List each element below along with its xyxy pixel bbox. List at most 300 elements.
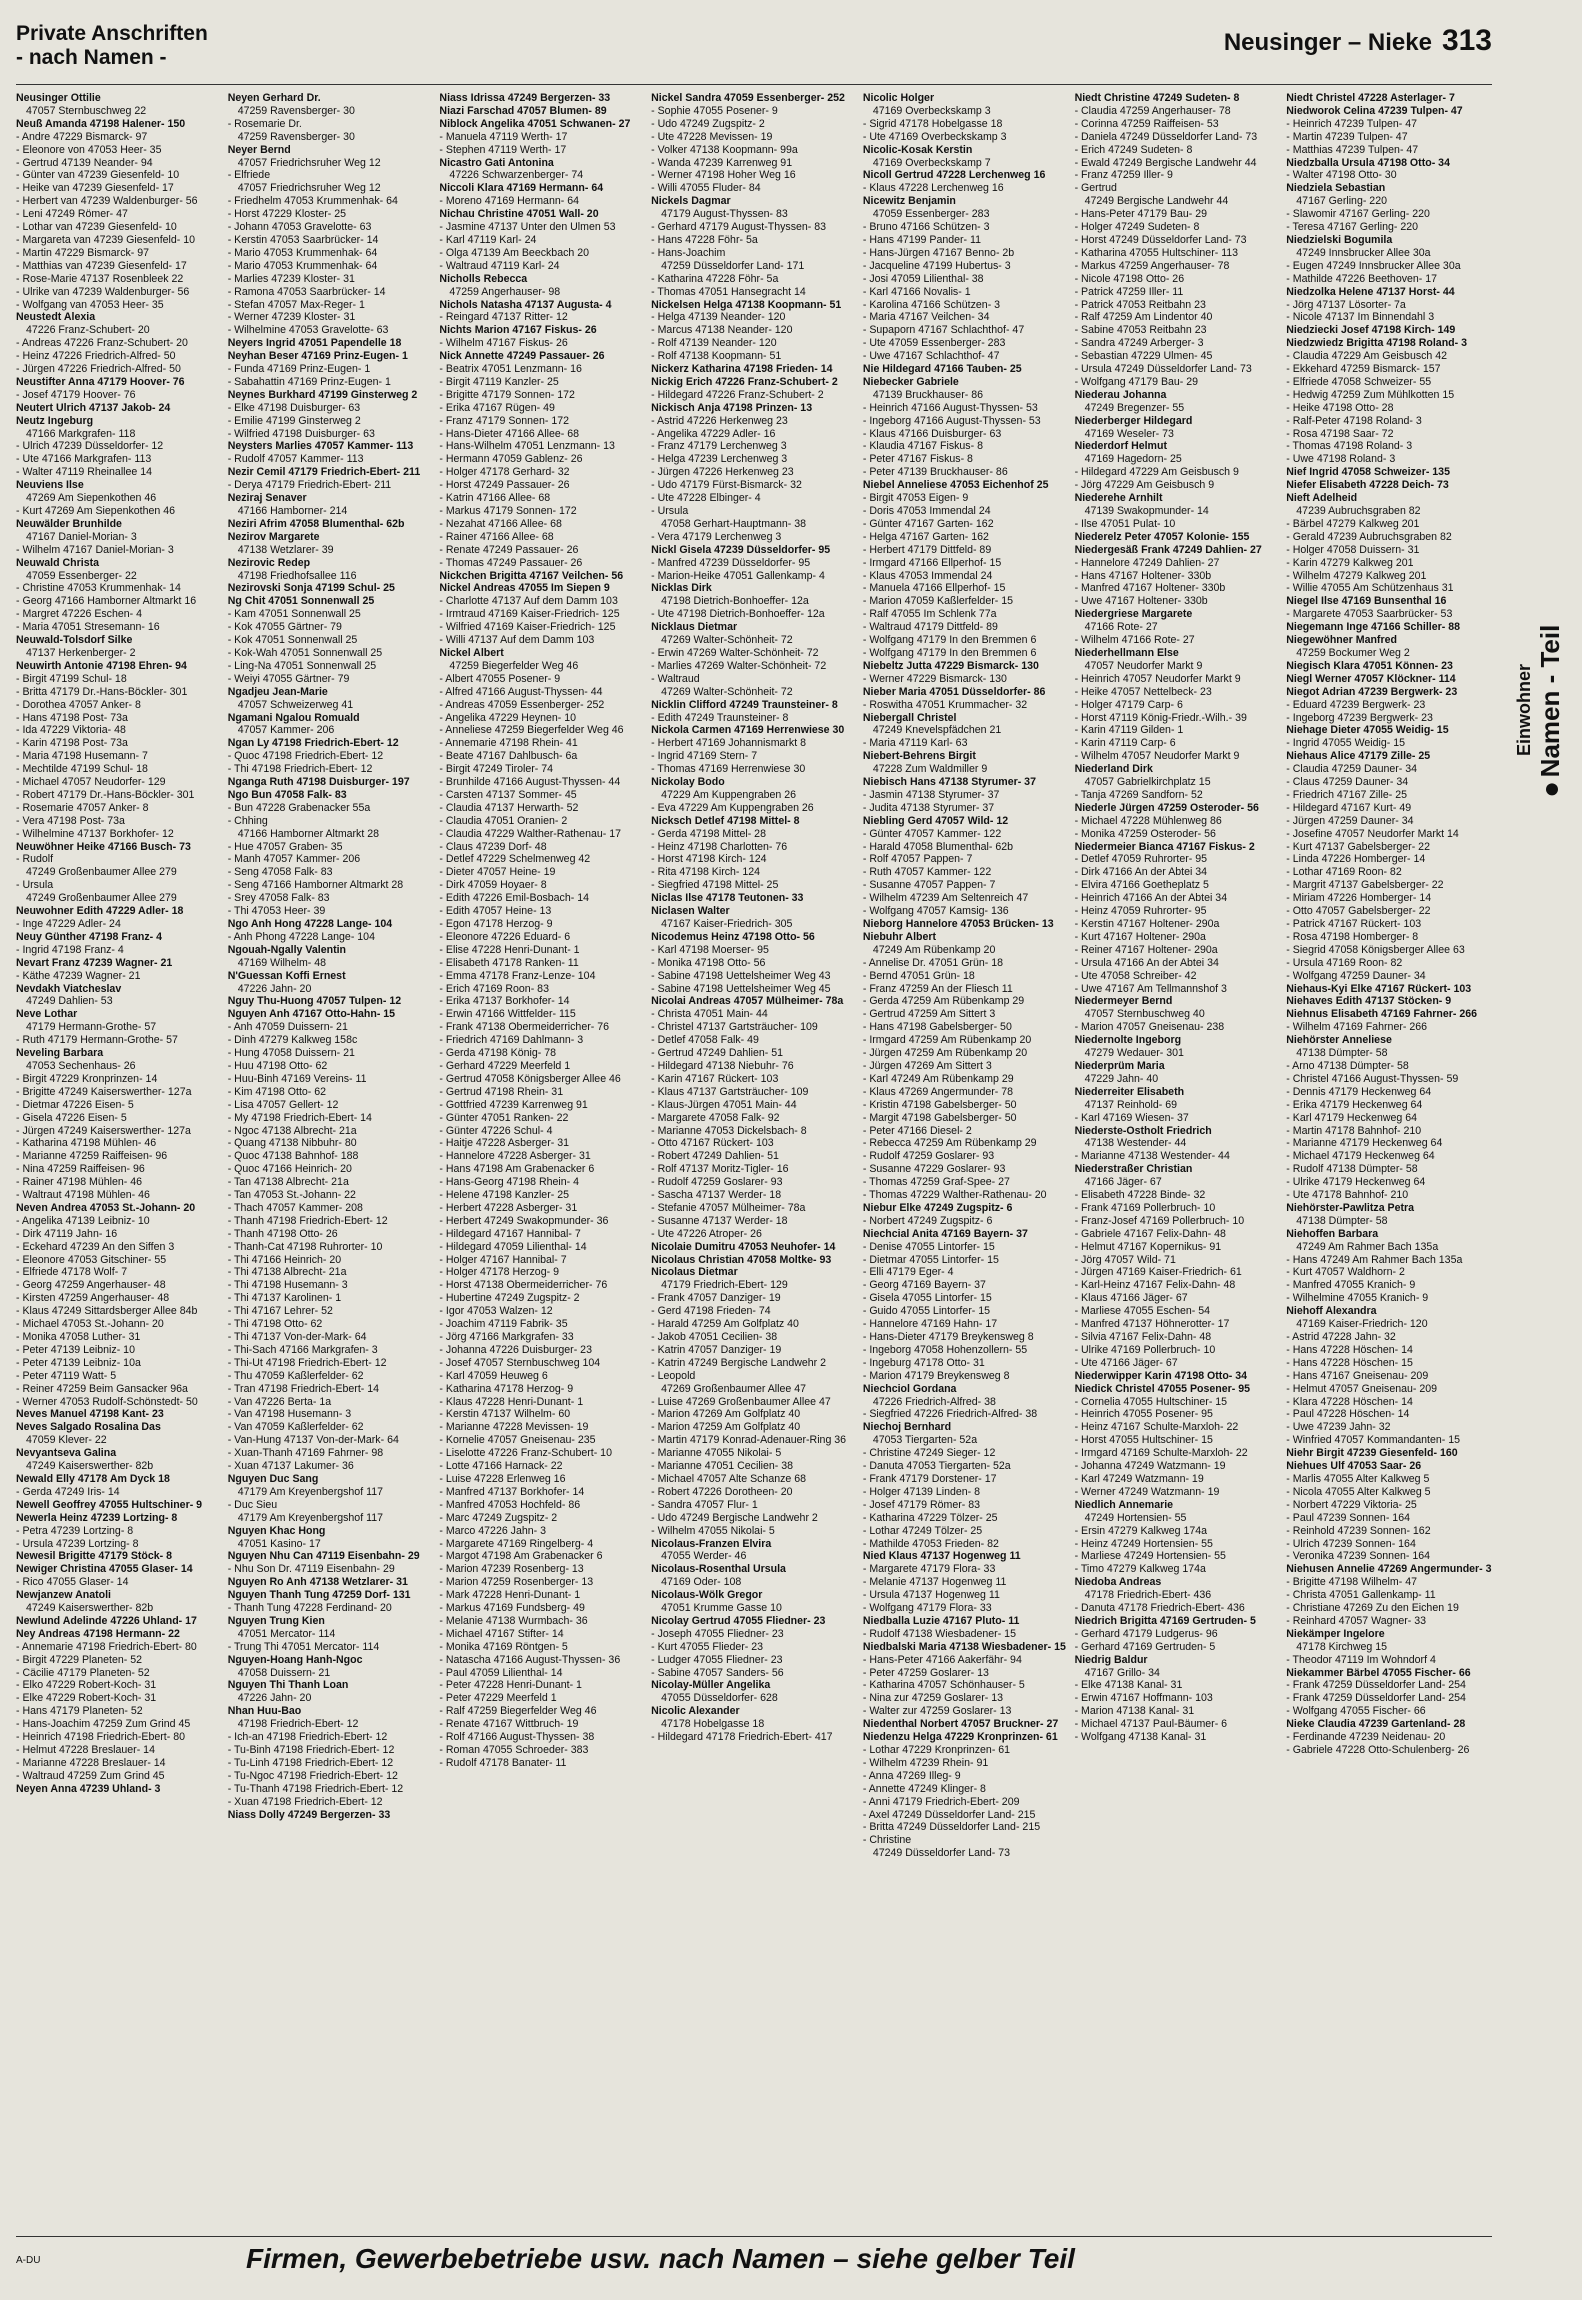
surname-entry: Neusinger Ottilie — [16, 92, 101, 104]
surname-entry: Niebisch Hans 47138 Styrumer- 37 — [862, 776, 1036, 789]
listing-entry: - Tu-Thanh 47198 Friedrich-Ebert- 12 — [227, 1782, 404, 1795]
listing-entry: - Dirk 47119 Jahn- 16 — [16, 1227, 118, 1240]
listing-entry: - Erika 47137 Borkhofer- 14 — [439, 995, 570, 1008]
surname-entry: Nickola Carmen 47169 Herrenwiese 30 — [651, 724, 845, 737]
listing-entry: - Sascha 47137 Werder- 18 — [651, 1189, 782, 1202]
surname-entry: Niedrich Brigitta 47169 Gertruden- 5 — [1074, 1614, 1256, 1627]
listing-entry: 47057 Sternbuschweg 22 — [26, 104, 147, 117]
surname-entry: Nguyen Thanh Tung 47259 Dorf- 131 — [227, 1589, 411, 1602]
surname-entry: Nickerz Katharina 47198 Frieden- 14 — [651, 363, 833, 376]
listing-entry: - Maria 47051 Stresemann- 16 — [16, 621, 160, 634]
surname-entry: Neven Andrea 47053 St.-Johann- 20 — [16, 1201, 196, 1214]
listing-entry: - Hans 47198 Am Grabenacker 6 — [439, 1163, 595, 1176]
listing-entry: 47139 Bruckhauser- 86 — [872, 388, 983, 401]
directory-columns — [16, 92, 1492, 2222]
listing-entry: - Arno 47138 Dümpter- 58 — [1286, 1059, 1409, 1072]
listing-entry: - Heinz 47226 Friedrich-Alfred- 50 — [16, 350, 176, 363]
listing-entry: - Michael 47179 Heckenweg 64 — [1286, 1150, 1435, 1163]
listing-entry: - Elfriede 47058 Schweizer- 55 — [1286, 375, 1432, 388]
listing-entry: - Weiyi 47055 Gärtner- 79 — [227, 672, 350, 685]
listing-entry: - Hannelore 47228 Asberger- 31 — [439, 1150, 591, 1163]
listing-entry: - Manfred 47137 Borkhofer- 14 — [439, 1485, 585, 1498]
listing-entry: - Erika 47167 Rügen- 49 — [439, 401, 555, 414]
listing-entry: - Wilhelm 47169 Fahrner- 266 — [1286, 1021, 1428, 1034]
listing-entry: - Christine 47053 Krummenhak- 14 — [16, 582, 181, 595]
listing-entry: - Wolfgang 47055 Fischer- 66 — [1286, 1705, 1426, 1718]
listing-entry: - Bruno 47166 Schützen- 3 — [862, 221, 990, 234]
listing-entry: - Liselotte 47226 Franz-Schubert- 10 — [439, 1447, 612, 1460]
listing-entry: - Lothar van 47239 Giesenfeld- 10 — [16, 221, 177, 234]
surname-entry: Nick Annette 47249 Passauer- 26 — [439, 350, 605, 363]
listing-entry: - Gerda 47198 Mittel- 28 — [651, 827, 766, 840]
side-tab — [1508, 600, 1572, 820]
surname-entry: Niebecker Gabriele — [862, 375, 959, 388]
directory-column — [1075, 92, 1281, 2222]
listing-entry: - Erich 47249 Sudeten- 8 — [1074, 143, 1193, 156]
surname-entry: Neuwohner Edith 47229 Adler- 18 — [16, 905, 184, 918]
listing-entry: - Ingeburg 47178 Otto- 31 — [862, 1356, 985, 1369]
listing-entry: - Ngoc 47138 Albrecht- 21a — [227, 1124, 357, 1137]
surname-entry: Neveling Barbara — [16, 1047, 104, 1060]
surname-entry: Ngamani Ngalou Romuald — [227, 711, 360, 724]
surname-entry: N'Guessan Koffi Ernest — [227, 969, 346, 982]
listing-entry: - Thu 47059 Kaßlerfelder- 62 — [227, 1369, 364, 1382]
listing-entry: - Nicola 47055 Alter Kalkweg 5 — [1286, 1485, 1431, 1498]
listing-entry: - Gertrud 47259 Am Sittert 3 — [862, 1008, 996, 1021]
listing-entry: - Uwe 47239 Jahn- 32 — [1286, 1421, 1391, 1434]
listing-entry: - Josef 47179 Hoover- 76 — [16, 388, 136, 401]
listing-entry: - Angelika 47229 Heynen- 10 — [439, 711, 577, 724]
listing-entry: - Thi 47167 Lehrer- 52 — [227, 1305, 333, 1318]
listing-entry: - Hans-Georg 47198 Rhein- 4 — [439, 1176, 579, 1189]
listing-entry: - Friedrich 47167 Zille- 25 — [1286, 788, 1407, 801]
listing-entry: 47057 Gabrielkirchplatz 15 — [1084, 776, 1211, 789]
listing-entry: - Jürgen 47226 Herkenweg 23 — [651, 466, 794, 479]
listing-entry: - Igor 47053 Walzen- 12 — [439, 1305, 553, 1318]
footer-code: A-DU — [16, 2255, 41, 2266]
listing-entry: - Tu-Binh 47198 Friedrich-Ebert- 12 — [227, 1744, 395, 1756]
listing-entry: - Hannelore 47249 Dahlien- 27 — [1074, 556, 1220, 569]
listing-entry: - Mechtilde 47199 Schul- 18 — [16, 763, 148, 776]
listing-entry: - Wanda 47239 Karrenweg 91 — [651, 156, 793, 169]
listing-entry: 47166 Markgrafen- 118 — [26, 427, 136, 440]
listing-entry: - Thi-Sach 47166 Markgrafen- 3 — [227, 1343, 378, 1356]
listing-entry: - Horst 47249 Passauer- 26 — [439, 479, 570, 492]
listing-entry: - Johanna 47249 Watzmann- 19 — [1074, 1460, 1226, 1473]
listing-entry: - Gerd 47198 Frieden- 74 — [651, 1305, 771, 1318]
surname-entry: Nguyen Ro Anh 47138 Wetzlarer- 31 — [227, 1576, 408, 1589]
listing-entry: - Peter 47259 Goslarer- 13 — [862, 1666, 989, 1679]
listing-entry: - Anh Phong 47228 Lange- 104 — [227, 930, 375, 943]
listing-entry: 47269 Am Siepenkothen 46 — [26, 492, 157, 505]
listing-entry: - Ewald 47249 Bergische Landwehr 44 — [1074, 156, 1257, 169]
listing-entry: - Karl 47249 Am Rübenkamp 29 — [862, 1072, 1014, 1085]
listing-entry: - Marion 47269 Am Golfplatz 40 — [651, 1408, 801, 1421]
listing-entry: - Rolf 47138 Koopmann- 51 — [651, 350, 782, 363]
listing-entry: - Walter zur 47259 Goslarer- 13 — [862, 1705, 1012, 1718]
surname-entry: Nezir Cemil 47179 Friedrich-Ebert- 211 — [227, 466, 421, 479]
listing-entry: 47228 Zum Waldmiller 9 — [872, 763, 988, 776]
listing-entry: - Rudolf 47138 Wiesbadener- 15 — [862, 1627, 1016, 1640]
surname-entry: Nicodemus Heinz 47198 Otto- 56 — [651, 930, 815, 943]
listing-entry: - Hildegard 47167 Kurt- 49 — [1286, 801, 1412, 814]
listing-entry: - Franz 47259 An der Fliesch 11 — [862, 982, 1013, 995]
listing-entry: - Marion 47239 Rosenberg- 13 — [439, 1563, 584, 1576]
listing-entry: - Hans-Dieter 47166 Allee- 68 — [439, 427, 579, 440]
listing-entry: - Marianne 47055 Nikolai- 5 — [651, 1447, 782, 1460]
listing-entry: - Elise 47228 Henri-Dunant- 1 — [439, 943, 580, 956]
listing-entry: 47166 Hamborner Altmarkt 28 — [237, 827, 380, 840]
listing-entry: - Gerhard 47179 Ludgerus- 96 — [1074, 1627, 1218, 1640]
side-tab-line2-text: Namen - Teil — [1535, 624, 1565, 778]
listing-entry: - Marianne 47228 Mevissen- 19 — [439, 1421, 589, 1434]
listing-entry: 47169 Overbeckskamp 7 — [872, 156, 991, 169]
listing-entry: 47179 Am Kreyenbergshof 117 — [237, 1485, 383, 1498]
listing-entry: - Siegfried 47198 Mittel- 25 — [651, 879, 779, 892]
surname-entry: Ngouah-Ngally Valentin — [227, 943, 347, 956]
listing-entry: - Hildegard 47059 Lilienthal- 14 — [439, 1240, 587, 1253]
surname-entry: Niederau Johanna — [1074, 388, 1167, 401]
listing-entry: 47059 Essenberger- 283 — [872, 208, 990, 221]
listing-entry: - Georg 47166 Hamborner Altmarkt 16 — [16, 595, 197, 608]
listing-entry: - Judita 47138 Styrumer- 37 — [862, 801, 995, 814]
surname-entry: Nichts Marion 47167 Fiskus- 26 — [439, 324, 597, 337]
listing-entry: - Nicole 47198 Otto- 26 — [1074, 272, 1185, 285]
listing-entry: - Christa 47051 Gallenkamp- 11 — [1286, 1589, 1436, 1602]
listing-entry: - Siegrid 47058 Königsberger Allee 63 — [1286, 943, 1465, 956]
listing-entry: - Anni 47179 Friedrich-Ebert- 209 — [862, 1795, 1020, 1808]
listing-entry: - Thi 47137 Von-der-Mark- 64 — [227, 1331, 367, 1343]
listing-entry: 47137 Herkenberger- 2 — [26, 646, 136, 659]
surname-entry: Ngadjeu Jean-Marie — [227, 685, 328, 698]
listing-entry: - Joseph 47055 Fliedner- 23 — [651, 1627, 784, 1640]
surname-entry: Niederstraßer Christian — [1074, 1163, 1193, 1176]
listing-entry: - Alfred 47166 August-Thyssen- 44 — [439, 685, 603, 698]
listing-entry: - Nhu Son Dr. 47119 Eisenbahn- 29 — [227, 1563, 395, 1576]
listing-entry: - Marco 47226 Jahn- 3 — [439, 1524, 547, 1537]
listing-entry: - Hans 47249 Am Rahmer Bach 135a — [1286, 1253, 1463, 1266]
listing-entry: - Ingrid 47198 Franz- 4 — [16, 943, 124, 956]
listing-entry: 47259 Biegerfelder Weg 46 — [449, 659, 579, 672]
listing-entry: - Monika 47198 Otto- 56 — [651, 956, 766, 969]
listing-entry: - Heinrich 47239 Tulpen- 47 — [1286, 117, 1418, 130]
listing-entry: - Claudia 47229 Walther-Rathenau- 17 — [439, 827, 621, 840]
listing-entry: - Claudia 47229 Am Geisbusch 42 — [1286, 350, 1448, 363]
listing-entry: 47249 Düsseldorfer Land- 73 — [872, 1847, 1011, 1860]
listing-entry: - Marianne 47051 Cecilien- 38 — [651, 1460, 794, 1473]
listing-entry: - Michael 47167 Stifter- 14 — [439, 1627, 564, 1640]
surname-entry: Nicolaus-Wölk Gregor — [651, 1589, 763, 1602]
surname-entry: Newald Elly 47178 Am Dyck 18 — [16, 1472, 170, 1485]
listing-entry: - Ida 47229 Viktoria- 48 — [16, 724, 126, 737]
surname-entry: Nieke Claudia 47239 Gartenland- 28 — [1286, 1718, 1466, 1731]
listing-entry: - Britta 47249 Düsseldorfer Land- 215 — [862, 1821, 1041, 1834]
listing-entry: - Ersin 47279 Kalkweg 174a — [1074, 1524, 1208, 1537]
listing-entry: - Marianne 47259 Raiffeisen- 96 — [16, 1150, 168, 1163]
listing-entry: - Jörg 47166 Markgrafen- 33 — [439, 1331, 574, 1343]
surname-entry: Niedziela Sebastian — [1286, 182, 1386, 195]
surname-entry: Neves Manuel 47198 Kant- 23 — [16, 1408, 164, 1421]
listing-entry: - Elke 47138 Kanal- 31 — [1074, 1679, 1183, 1692]
listing-entry: - Christel 47137 Gartsträucher- 109 — [651, 1021, 818, 1034]
listing-entry: - Kurt 47269 Am Siepenkothen 46 — [16, 505, 176, 517]
listing-entry: - Ich-an 47198 Friedrich-Ebert- 12 — [227, 1731, 388, 1744]
surname-entry: Niederehe Arnhilt — [1074, 492, 1163, 505]
listing-entry: - Heinz 47167 Schulte-Marxloh- 22 — [1074, 1421, 1239, 1434]
listing-entry: 47259 Düsseldorfer Land- 171 — [661, 259, 805, 272]
surname-entry: Niederreiter Elisabeth — [1074, 1085, 1185, 1098]
surname-entry: Niedworok Celina 47239 Tulpen- 47 — [1286, 104, 1463, 117]
listing-entry: - Rosemarie 47057 Anker- 8 — [16, 801, 149, 814]
listing-entry: - Kornelie 47057 Gneisenau- 235 — [439, 1434, 596, 1447]
surname-entry: Nguy Thu-Huong 47057 Tulpen- 12 — [227, 995, 402, 1008]
surname-entry: Nieborg Hannelore 47053 Brücken- 13 — [862, 918, 1054, 930]
surname-entry: Niedergesäß Frank 47249 Dahlien- 27 — [1074, 543, 1262, 556]
listing-entry: - Jörg 47057 Wild- 71 — [1074, 1253, 1176, 1266]
listing-entry: - Ursula 47239 Lortzing- 8 — [16, 1537, 139, 1550]
listing-entry: - Frank 47259 Düsseldorfer Land- 254 — [1286, 1679, 1466, 1692]
listing-entry: - Roswitha 47051 Krummacher- 32 — [862, 698, 1028, 711]
listing-entry: - Detlef 47059 Ruhrorter- 95 — [1074, 853, 1208, 866]
listing-entry: - Horst 47229 Kloster- 25 — [227, 208, 347, 221]
surname-entry: Nguyen Nhu Can 47119 Eisenbahn- 29 — [227, 1550, 420, 1563]
listing-entry: - Van 47198 Husemann- 3 — [227, 1408, 352, 1421]
listing-entry: - Sabine 47057 Sanders- 56 — [651, 1666, 784, 1679]
surname-entry: Niedziecki Josef 47198 Kirch- 149 — [1286, 324, 1456, 337]
listing-entry: - Hans-Joachim 47259 Zum Grind 45 — [16, 1718, 191, 1731]
listing-entry: - Hans-Wilhelm 47051 Lenzmann- 13 — [439, 440, 615, 453]
listing-entry: - My 47198 Friedrich-Ebert- 14 — [227, 1111, 372, 1124]
listing-entry: - Erwin 47167 Hoffmann- 103 — [1074, 1692, 1213, 1705]
listing-entry: - Elisabeth 47228 Binde- 32 — [1074, 1189, 1206, 1202]
surname-entry: Neyers Ingrid 47051 Papendelle 18 — [227, 337, 402, 350]
listing-entry: - Karin 47119 Carp- 6 — [1074, 737, 1176, 750]
listing-entry: 47137 Reinhold- 69 — [1084, 1098, 1178, 1111]
listing-entry: - Uwe 47167 Schlachthof- 47 — [862, 350, 1000, 363]
surname-entry: Niekämper Ingelore — [1286, 1627, 1385, 1640]
listing-entry: - Wilhelm 47055 Nikolai- 5 — [651, 1524, 775, 1537]
listing-entry: 47179 Hermann-Grothe- 57 — [26, 1021, 157, 1034]
surname-entry: Niechoj Bernhard — [862, 1421, 952, 1434]
surname-entry: Niederelz Peter 47057 Kolonie- 155 — [1074, 530, 1250, 543]
listing-entry: - Günter 47226 Schul- 4 — [439, 1124, 553, 1137]
listing-entry: - Eugen 47249 Innsbrucker Allee 30a — [1286, 259, 1461, 272]
listing-entry: 47053 Tiergarten- 52a — [872, 1434, 978, 1447]
listing-entry: - Norbert 47249 Zugspitz- 6 — [862, 1214, 993, 1227]
surname-entry: Newell Geoffrey 47055 Hultschiner- 9 — [16, 1498, 203, 1511]
listing-entry: - Elko 47229 Robert-Koch- 31 — [16, 1679, 157, 1692]
listing-entry: - Reiner 47167 Holtener- 290a — [1074, 943, 1218, 956]
listing-entry: - Ursula 47249 Düsseldorfer Land- 73 — [1074, 363, 1252, 376]
listing-entry: - Rosemarie Dr. — [227, 117, 302, 130]
listing-entry: - Tran 47198 Friedrich-Ebert- 14 — [227, 1382, 380, 1395]
listing-entry: - Hermann 47059 Gablenz- 26 — [439, 453, 583, 466]
listing-entry: - Günter 47051 Ranken- 22 — [439, 1111, 569, 1124]
listing-entry: - Claudia 47051 Oranien- 2 — [439, 814, 568, 827]
surname-entry: Niedermeier Bianca 47167 Fiskus- 2 — [1074, 840, 1255, 853]
listing-entry: - Quoc 47138 Bahnhof- 188 — [227, 1150, 359, 1163]
listing-entry: - Ulrike van 47239 Waldenburger- 56 — [16, 285, 190, 298]
listing-entry: - Helmut 47228 Breslauer- 14 — [16, 1744, 155, 1756]
surname-entry: Niederprüm Maria — [1074, 1059, 1165, 1072]
surname-entry: Neuwälder Brunhilde — [16, 517, 122, 530]
listing-entry: - Horst 47055 Hultschiner- 15 — [1074, 1434, 1213, 1447]
listing-entry: - Rudolf 47259 Goslarer- 93 — [651, 1176, 783, 1189]
listing-entry: - Herbert 47249 Swakopmunder- 36 — [439, 1214, 609, 1227]
listing-entry: - Helmut 47057 Gneisenau- 209 — [1286, 1382, 1438, 1395]
listing-entry: - Rolf 47139 Neander- 120 — [651, 337, 777, 350]
listing-entry: - Hans 47167 Holtener- 330b — [1074, 569, 1212, 582]
listing-entry: - Lothar 47169 Roon- 82 — [1286, 866, 1402, 879]
listing-entry: - Xuan-Thanh 47169 Fahrner- 98 — [227, 1447, 384, 1460]
listing-entry: - Horst 47119 König-Friedr.-Wilh.- 39 — [1074, 711, 1247, 724]
listing-entry: - Seng 47166 Hamborner Altmarkt 28 — [227, 879, 404, 892]
listing-entry: - Ulrike 47169 Pollerbruch- 10 — [1074, 1343, 1216, 1356]
listing-entry: - Emma 47178 Franz-Lenze- 104 — [439, 969, 596, 982]
listing-entry: - Axel 47249 Düsseldorfer Land- 215 — [862, 1808, 1036, 1821]
listing-entry: - Margarete 47058 Falk- 92 — [651, 1111, 780, 1124]
listing-entry: - Eva 47229 Am Kuppengraben 26 — [651, 801, 814, 814]
surname-entry: Nickchen Brigitta 47167 Veilchen- 56 — [439, 569, 624, 582]
listing-entry: - Margarete 47169 Ringelberg- 4 — [439, 1537, 594, 1550]
listing-entry: - Derya 47179 Friedrich-Ebert- 211 — [227, 479, 392, 492]
listing-entry: - Sabahattin 47169 Prinz-Eugen- 1 — [227, 375, 391, 388]
listing-entry: - Gisela 47055 Lintorfer- 15 — [862, 1292, 992, 1305]
listing-entry: 47057 Sternbuschweg 40 — [1084, 1008, 1205, 1021]
surname-entry: Nickels Dagmar — [651, 195, 731, 208]
listing-entry: - Ute 47228 Elbinger- 4 — [651, 492, 761, 505]
listing-entry: - Klaus-Jürgen 47051 Main- 44 — [651, 1098, 797, 1111]
listing-entry: - Hans-Joachim — [651, 246, 726, 259]
listing-entry: 47249 Großenbaumer Allee 279 — [26, 892, 177, 905]
listing-entry: - Mark 47228 Henri-Dunant- 1 — [439, 1589, 581, 1602]
listing-entry: - Hannelore 47169 Hahn- 17 — [862, 1318, 998, 1331]
listing-entry: - Elisabeth 47178 Ranken- 11 — [439, 956, 579, 969]
listing-entry: - Manuela 47119 Werth- 17 — [439, 130, 568, 143]
listing-entry: - Ute 47059 Essenberger- 283 — [862, 337, 1006, 350]
listing-entry: - Helga 47167 Garten- 162 — [862, 530, 989, 543]
listing-entry: - Harald 47259 Am Golfplatz 40 — [651, 1318, 799, 1331]
listing-entry: - Matthias 47239 Tulpen- 47 — [1286, 143, 1419, 156]
listing-entry: - Van 47226 Berta- 1a — [227, 1395, 332, 1408]
listing-entry: - Herbert 47228 Asberger- 31 — [439, 1201, 578, 1214]
listing-entry: - Gisela 47226 Eisen- 5 — [16, 1111, 127, 1124]
listing-entry: - Peter 47228 Henri-Dunant- 1 — [439, 1679, 582, 1692]
surname-entry: Niazi Farschad 47057 Blumen- 89 — [439, 104, 607, 117]
surname-entry: Nguyen Anh 47167 Otto-Hahn- 15 — [227, 1008, 396, 1021]
listing-entry: - Susanne 47137 Werder- 18 — [651, 1214, 788, 1227]
surname-entry: Neyer Bernd — [227, 143, 291, 156]
listing-entry: - Klaus 47137 Gartsträucher- 109 — [651, 1085, 809, 1098]
listing-entry: - Ruth 47179 Hermann-Grothe- 57 — [16, 1034, 178, 1047]
listing-entry: 47138 Dümpter- 58 — [1296, 1047, 1388, 1060]
page-range — [1224, 24, 1492, 58]
listing-entry: - Tanja 47269 Sandforn- 52 — [1074, 788, 1203, 801]
listing-entry: - Teresa 47167 Gerling- 220 — [1286, 221, 1418, 234]
listing-entry: - Willi 47055 Fluder- 84 — [651, 182, 761, 195]
listing-entry: - Wilhelm 47167 Daniel-Morian- 3 — [16, 543, 174, 556]
surname-entry: Nicewitz Benjamin — [862, 195, 956, 208]
surname-entry: Niehaves Edith 47137 Stöcken- 9 — [1286, 995, 1452, 1008]
listing-entry: - Thomas 47229 Walther-Rathenau- 20 — [862, 1189, 1047, 1202]
listing-entry: - Gerhard 47229 Meerfeld 1 — [439, 1059, 571, 1072]
listing-entry: - Holger 47178 Gerhard- 32 — [439, 466, 570, 479]
listing-entry: - Manfred 47167 Holtener- 330b — [1074, 582, 1226, 595]
listing-entry: - Danuta 47178 Friedrich-Ebert- 436 — [1074, 1602, 1245, 1615]
listing-entry: - Silvia 47167 Felix-Dahn- 48 — [1074, 1331, 1212, 1343]
listing-entry: - Inge 47229 Adler- 24 — [16, 918, 121, 930]
listing-entry: - Helga 47239 Lerchenweg 3 — [651, 453, 788, 466]
listing-entry: - Johanna 47226 Duisburger- 23 — [439, 1343, 592, 1356]
surname-entry: Niedzolka Helene 47137 Horst- 44 — [1286, 285, 1455, 298]
listing-entry: 47226 Franz-Schubert- 20 — [26, 324, 150, 337]
surname-entry: Nguyen-Hoang Hanh-Ngoc — [227, 1653, 363, 1666]
listing-entry: - Josef 47179 Römer- 83 — [862, 1498, 981, 1511]
listing-entry: - Werner 47229 Bismarck- 130 — [862, 672, 1007, 685]
listing-entry: - Katharina 47055 Hultschiner- 113 — [1074, 246, 1239, 259]
listing-entry: - Detlef 47229 Schelmenweg 42 — [439, 853, 591, 866]
listing-entry: - Gertrud 47249 Dahlien- 51 — [651, 1047, 784, 1060]
listing-entry: 47166 Hamborner- 214 — [237, 505, 348, 517]
surname-entry: Nicholls Rebecca — [439, 272, 528, 285]
surname-entry: Niehusen Annelie 47269 Angermunder- 3 — [1286, 1563, 1492, 1576]
listing-entry: - Rosa 47198 Homberger- 8 — [1286, 930, 1419, 943]
listing-entry: - Edith 47249 Traunsteiner- 8 — [651, 711, 789, 724]
listing-entry: - Elli 47179 Eger- 4 — [862, 1266, 954, 1279]
listing-entry: - Thanh 47198 Otto- 26 — [227, 1227, 338, 1240]
surname-entry: Nicolaus-Rosenthal Ursula — [651, 1563, 786, 1576]
surname-entry: Nicksch Detlef 47198 Mittel- 8 — [651, 814, 800, 827]
surname-entry: Niedbalski Maria 47138 Wiesbadener- 15 — [862, 1640, 1066, 1653]
listing-entry: - Thi 47198 Friedrich-Ebert- 12 — [227, 763, 373, 776]
surname-entry: Niedoba Andreas — [1074, 1576, 1162, 1589]
listing-entry: - Christine 47249 Sieger- 12 — [862, 1447, 996, 1460]
listing-entry: - Paul 47239 Sonnen- 164 — [1286, 1511, 1410, 1524]
surname-entry: Nickel Sandra 47059 Essenberger- 252 — [651, 92, 845, 104]
listing-entry: - Thach 47057 Kammer- 208 — [227, 1201, 363, 1214]
listing-entry: - Thi 47053 Heer- 39 — [227, 905, 326, 918]
listing-entry: 47057 Friedrichsruher Weg 12 — [237, 182, 381, 195]
listing-entry: - Erwin 47166 Wittfelder- 115 — [439, 1008, 576, 1021]
listing-entry: - Margarete 47053 Saarbrücker- 53 — [1286, 608, 1453, 621]
listing-entry: 47249 Am Rahmer Bach 135a — [1296, 1240, 1439, 1253]
listing-entry: - Erwin 47269 Walter-Schönheit- 72 — [651, 646, 819, 659]
listing-entry: - Jürgen 47169 Kaiser-Friedrich- 61 — [1074, 1266, 1242, 1279]
surname-entry: Nicolaus-Franzen Elvira — [651, 1537, 772, 1550]
listing-entry: - Christa 47051 Main- 44 — [651, 1008, 768, 1021]
listing-entry: - Monika 47169 Röntgen- 5 — [439, 1640, 568, 1653]
listing-entry: - Elvira 47166 Goetheplatz 5 — [1074, 879, 1209, 892]
listing-entry: - Martin 47239 Tulpen- 47 — [1286, 130, 1408, 143]
surname-entry: Neynes Burkhard 47199 Ginsterweg 2 — [227, 388, 418, 401]
listing-entry: - Siegfried 47226 Friedrich-Alfred- 38 — [862, 1408, 1038, 1421]
surname-entry: Niedzwiedz Brigitta 47198 Roland- 3 — [1286, 337, 1468, 350]
listing-entry: 47169 Wilhelm- 48 — [237, 956, 327, 969]
listing-entry: - Dieter 47057 Heine- 19 — [439, 866, 556, 879]
listing-entry: - Jürgen 47249 Kaiserswerther- 127a — [16, 1124, 191, 1137]
surname-entry: Nevyantseva Galina — [16, 1447, 117, 1460]
listing-entry: - Stefan 47057 Max-Reger- 1 — [227, 298, 365, 311]
listing-entry: 47259 Ravensberger- 30 — [237, 130, 355, 143]
listing-entry: - Werner 47053 Rudolf-Schönstedt- 50 — [16, 1395, 198, 1408]
listing-entry: - Günter 47057 Kammer- 122 — [862, 827, 1002, 840]
listing-entry: - Marion 47057 Gneisenau- 238 — [1074, 1021, 1225, 1034]
surname-entry: Nicolaus Christian 47058 Moltke- 93 — [651, 1253, 832, 1266]
listing-entry: - Michael 47057 Neudorfer- 129 — [16, 776, 166, 789]
listing-entry: - Marianne 47053 Dickelsbach- 8 — [651, 1124, 807, 1137]
surname-entry: Neziri Afrim 47058 Blumenthal- 62b — [227, 517, 405, 530]
listing-entry: - Wolfgang 47138 Kanal- 31 — [1074, 1731, 1207, 1744]
